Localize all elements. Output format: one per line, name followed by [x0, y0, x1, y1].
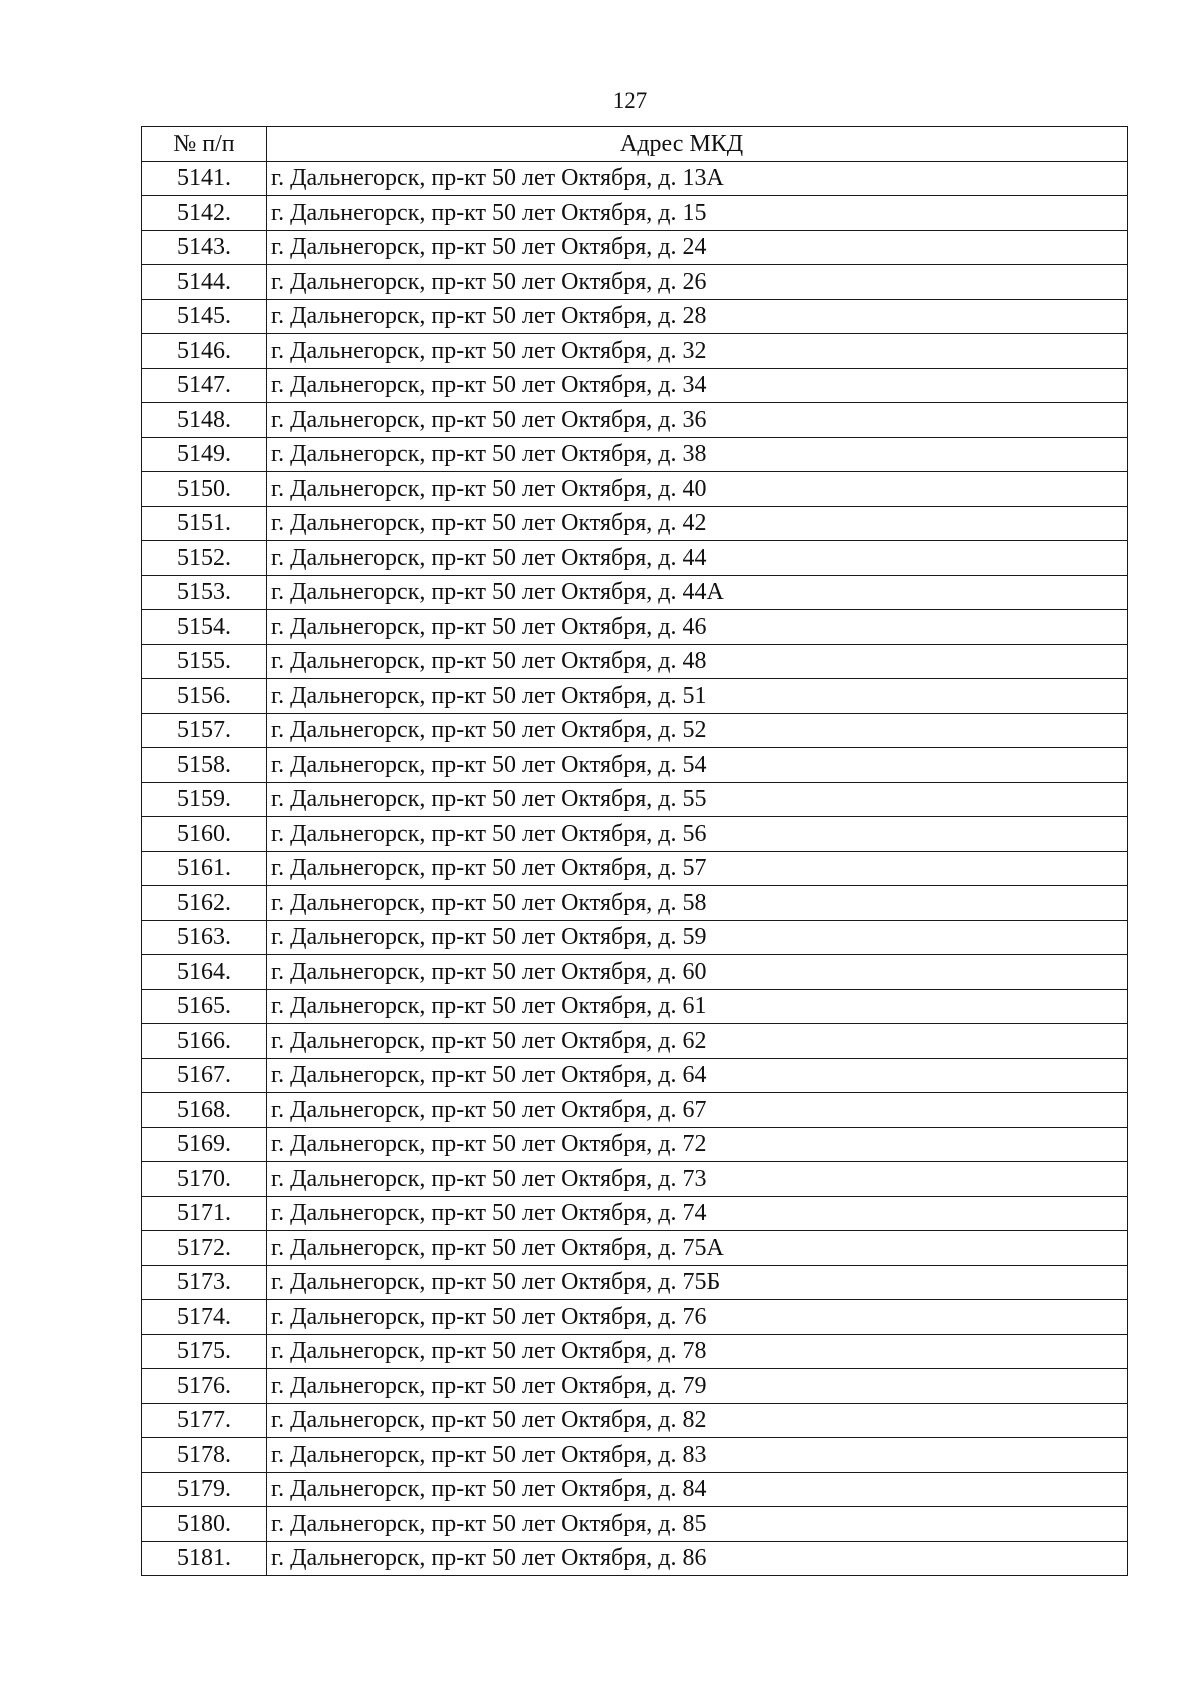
row-address-cell: г. Дальнегорск, пр-кт 50 лет Октября, д. 51	[267, 679, 1128, 714]
table-row	[142, 1300, 1128, 1335]
table-row	[142, 1369, 1128, 1404]
row-number-cell: 5165.	[142, 989, 267, 1024]
row-number-cell: 5179.	[142, 1472, 267, 1507]
row-address-cell: г. Дальнегорск, пр-кт 50 лет Октября, д. 28	[267, 299, 1128, 334]
table-row	[142, 1093, 1128, 1128]
row-number-cell: 5146.	[142, 334, 267, 369]
row-address-cell: г. Дальнегорск, пр-кт 50 лет Октября, д. 32	[267, 334, 1128, 369]
table-row	[142, 782, 1128, 817]
row-number-cell: 5144.	[142, 265, 267, 300]
row-address-cell: г. Дальнегорск, пр-кт 50 лет Октября, д. 26	[267, 265, 1128, 300]
table-row	[142, 886, 1128, 921]
table-row	[142, 920, 1128, 955]
table-row	[142, 1058, 1128, 1093]
table-row	[142, 403, 1128, 438]
table-row	[142, 610, 1128, 645]
row-address-cell: г. Дальнегорск, пр-кт 50 лет Октября, д. 56	[267, 817, 1128, 852]
table-row	[142, 368, 1128, 403]
row-address-cell: г. Дальнегорск, пр-кт 50 лет Октября, д. 59	[267, 920, 1128, 955]
address-table-container	[141, 126, 1127, 1576]
row-address-cell: г. Дальнегорск, пр-кт 50 лет Октября, д. 79	[267, 1369, 1128, 1404]
row-address-cell: г. Дальнегорск, пр-кт 50 лет Октября, д. 44	[267, 541, 1128, 576]
row-number-cell: 5149.	[142, 437, 267, 472]
row-address-cell: г. Дальнегорск, пр-кт 50 лет Октября, д. 64	[267, 1058, 1128, 1093]
row-address-cell: г. Дальнегорск, пр-кт 50 лет Октября, д. 82	[267, 1403, 1128, 1438]
table-row	[142, 437, 1128, 472]
row-number-cell: 5166.	[142, 1024, 267, 1059]
table-row	[142, 196, 1128, 231]
table-row	[142, 713, 1128, 748]
row-number-cell: 5151.	[142, 506, 267, 541]
table-row	[142, 1265, 1128, 1300]
table-row	[142, 1334, 1128, 1369]
table-row	[142, 851, 1128, 886]
row-address-cell: г. Дальнегорск, пр-кт 50 лет Октября, д. 36	[267, 403, 1128, 438]
row-number-cell: 5154.	[142, 610, 267, 645]
row-number-cell: 5171.	[142, 1196, 267, 1231]
row-number-cell: 5180.	[142, 1507, 267, 1542]
table-row	[142, 748, 1128, 783]
row-address-cell: г. Дальнегорск, пр-кт 50 лет Октября, д. 60	[267, 955, 1128, 990]
row-number-cell: 5152.	[142, 541, 267, 576]
table-row	[142, 334, 1128, 369]
row-number-cell: 5145.	[142, 299, 267, 334]
row-address-cell: г. Дальнегорск, пр-кт 50 лет Октября, д. 46	[267, 610, 1128, 645]
row-number-cell: 5178.	[142, 1438, 267, 1473]
row-address-cell: г. Дальнегорск, пр-кт 50 лет Октября, д. 84	[267, 1472, 1128, 1507]
row-address-cell: г. Дальнегорск, пр-кт 50 лет Октября, д. 86	[267, 1541, 1128, 1576]
row-address-cell: г. Дальнегорск, пр-кт 50 лет Октября, д. 38	[267, 437, 1128, 472]
row-address-cell: г. Дальнегорск, пр-кт 50 лет Октября, д. 61	[267, 989, 1128, 1024]
row-number-cell: 5161.	[142, 851, 267, 886]
row-address-cell: г. Дальнегорск, пр-кт 50 лет Октября, д. 15	[267, 196, 1128, 231]
table-row	[142, 1024, 1128, 1059]
table-header-row	[142, 127, 1128, 162]
row-address-cell: г. Дальнегорск, пр-кт 50 лет Октября, д. 48	[267, 644, 1128, 679]
table-row	[142, 299, 1128, 334]
table-row	[142, 817, 1128, 852]
row-number-cell: 5173.	[142, 1265, 267, 1300]
row-number-cell: 5181.	[142, 1541, 267, 1576]
row-number-cell: 5143.	[142, 230, 267, 265]
table-body	[142, 161, 1128, 1576]
row-number-cell: 5163.	[142, 920, 267, 955]
address-table	[141, 126, 1128, 1576]
row-number-cell: 5164.	[142, 955, 267, 990]
row-number-cell: 5168.	[142, 1093, 267, 1128]
table-row	[142, 1403, 1128, 1438]
row-address-cell: г. Дальнегорск, пр-кт 50 лет Октября, д. 62	[267, 1024, 1128, 1059]
table-row	[142, 1127, 1128, 1162]
table-row	[142, 1438, 1128, 1473]
row-address-cell: г. Дальнегорск, пр-кт 50 лет Октября, д. 85	[267, 1507, 1128, 1542]
table-row	[142, 472, 1128, 507]
row-number-cell: 5142.	[142, 196, 267, 231]
row-number-cell: 5172.	[142, 1231, 267, 1266]
row-number-cell: 5167.	[142, 1058, 267, 1093]
row-number-cell: 5150.	[142, 472, 267, 507]
row-number-cell: 5156.	[142, 679, 267, 714]
row-address-cell: г. Дальнегорск, пр-кт 50 лет Октября, д. 73	[267, 1162, 1128, 1197]
table-row	[142, 1541, 1128, 1576]
row-number-cell: 5141.	[142, 161, 267, 196]
row-number-cell: 5162.	[142, 886, 267, 921]
row-number-cell: 5174.	[142, 1300, 267, 1335]
row-address-cell: г. Дальнегорск, пр-кт 50 лет Октября, д. 75А	[267, 1231, 1128, 1266]
table-row	[142, 644, 1128, 679]
row-address-cell: г. Дальнегорск, пр-кт 50 лет Октября, д. 40	[267, 472, 1128, 507]
row-address-cell: г. Дальнегорск, пр-кт 50 лет Октября, д. 24	[267, 230, 1128, 265]
row-address-cell: г. Дальнегорск, пр-кт 50 лет Октября, д. 78	[267, 1334, 1128, 1369]
row-address-cell: г. Дальнегорск, пр-кт 50 лет Октября, д. 83	[267, 1438, 1128, 1473]
row-address-cell: г. Дальнегорск, пр-кт 50 лет Октября, д. 75Б	[267, 1265, 1128, 1300]
row-address-cell: г. Дальнегорск, пр-кт 50 лет Октября, д. 55	[267, 782, 1128, 817]
table-row	[142, 230, 1128, 265]
row-number-cell: 5148.	[142, 403, 267, 438]
row-address-cell: г. Дальнегорск, пр-кт 50 лет Октября, д. 54	[267, 748, 1128, 783]
row-number-cell: 5157.	[142, 713, 267, 748]
row-number-cell: 5176.	[142, 1369, 267, 1404]
row-address-cell: г. Дальнегорск, пр-кт 50 лет Октября, д. 57	[267, 851, 1128, 886]
row-address-cell: г. Дальнегорск, пр-кт 50 лет Октября, д. 74	[267, 1196, 1128, 1231]
row-number-cell: 5160.	[142, 817, 267, 852]
row-address-cell: г. Дальнегорск, пр-кт 50 лет Октября, д. 72	[267, 1127, 1128, 1162]
table-row	[142, 265, 1128, 300]
table-row	[142, 506, 1128, 541]
table-row	[142, 1472, 1128, 1507]
table-row	[142, 575, 1128, 610]
table-row	[142, 955, 1128, 990]
table-row	[142, 989, 1128, 1024]
table-row	[142, 1162, 1128, 1197]
table-row	[142, 161, 1128, 196]
row-address-cell: г. Дальнегорск, пр-кт 50 лет Октября, д. 34	[267, 368, 1128, 403]
column-header-number: № п/п	[142, 127, 267, 162]
row-address-cell: г. Дальнегорск, пр-кт 50 лет Октября, д. 76	[267, 1300, 1128, 1335]
table-row	[142, 541, 1128, 576]
row-address-cell: г. Дальнегорск, пр-кт 50 лет Октября, д. 52	[267, 713, 1128, 748]
row-number-cell: 5155.	[142, 644, 267, 679]
row-address-cell: г. Дальнегорск, пр-кт 50 лет Октября, д. 67	[267, 1093, 1128, 1128]
row-number-cell: 5158.	[142, 748, 267, 783]
page-number: 127	[612, 88, 648, 113]
row-address-cell: г. Дальнегорск, пр-кт 50 лет Октября, д. 42	[267, 506, 1128, 541]
row-address-cell: г. Дальнегорск, пр-кт 50 лет Октября, д. 13А	[267, 161, 1128, 196]
row-number-cell: 5153.	[142, 575, 267, 610]
row-number-cell: 5170.	[142, 1162, 267, 1197]
table-row	[142, 1231, 1128, 1266]
row-number-cell: 5159.	[142, 782, 267, 817]
table-row	[142, 1507, 1128, 1542]
row-address-cell: г. Дальнегорск, пр-кт 50 лет Октября, д. 44А	[267, 575, 1128, 610]
row-number-cell: 5147.	[142, 368, 267, 403]
row-number-cell: 5177.	[142, 1403, 267, 1438]
table-row	[142, 679, 1128, 714]
table-row	[142, 1196, 1128, 1231]
row-address-cell: г. Дальнегорск, пр-кт 50 лет Октября, д. 58	[267, 886, 1128, 921]
row-number-cell: 5169.	[142, 1127, 267, 1162]
row-number-cell: 5175.	[142, 1334, 267, 1369]
column-header-address: Адрес МКД	[267, 127, 1128, 162]
